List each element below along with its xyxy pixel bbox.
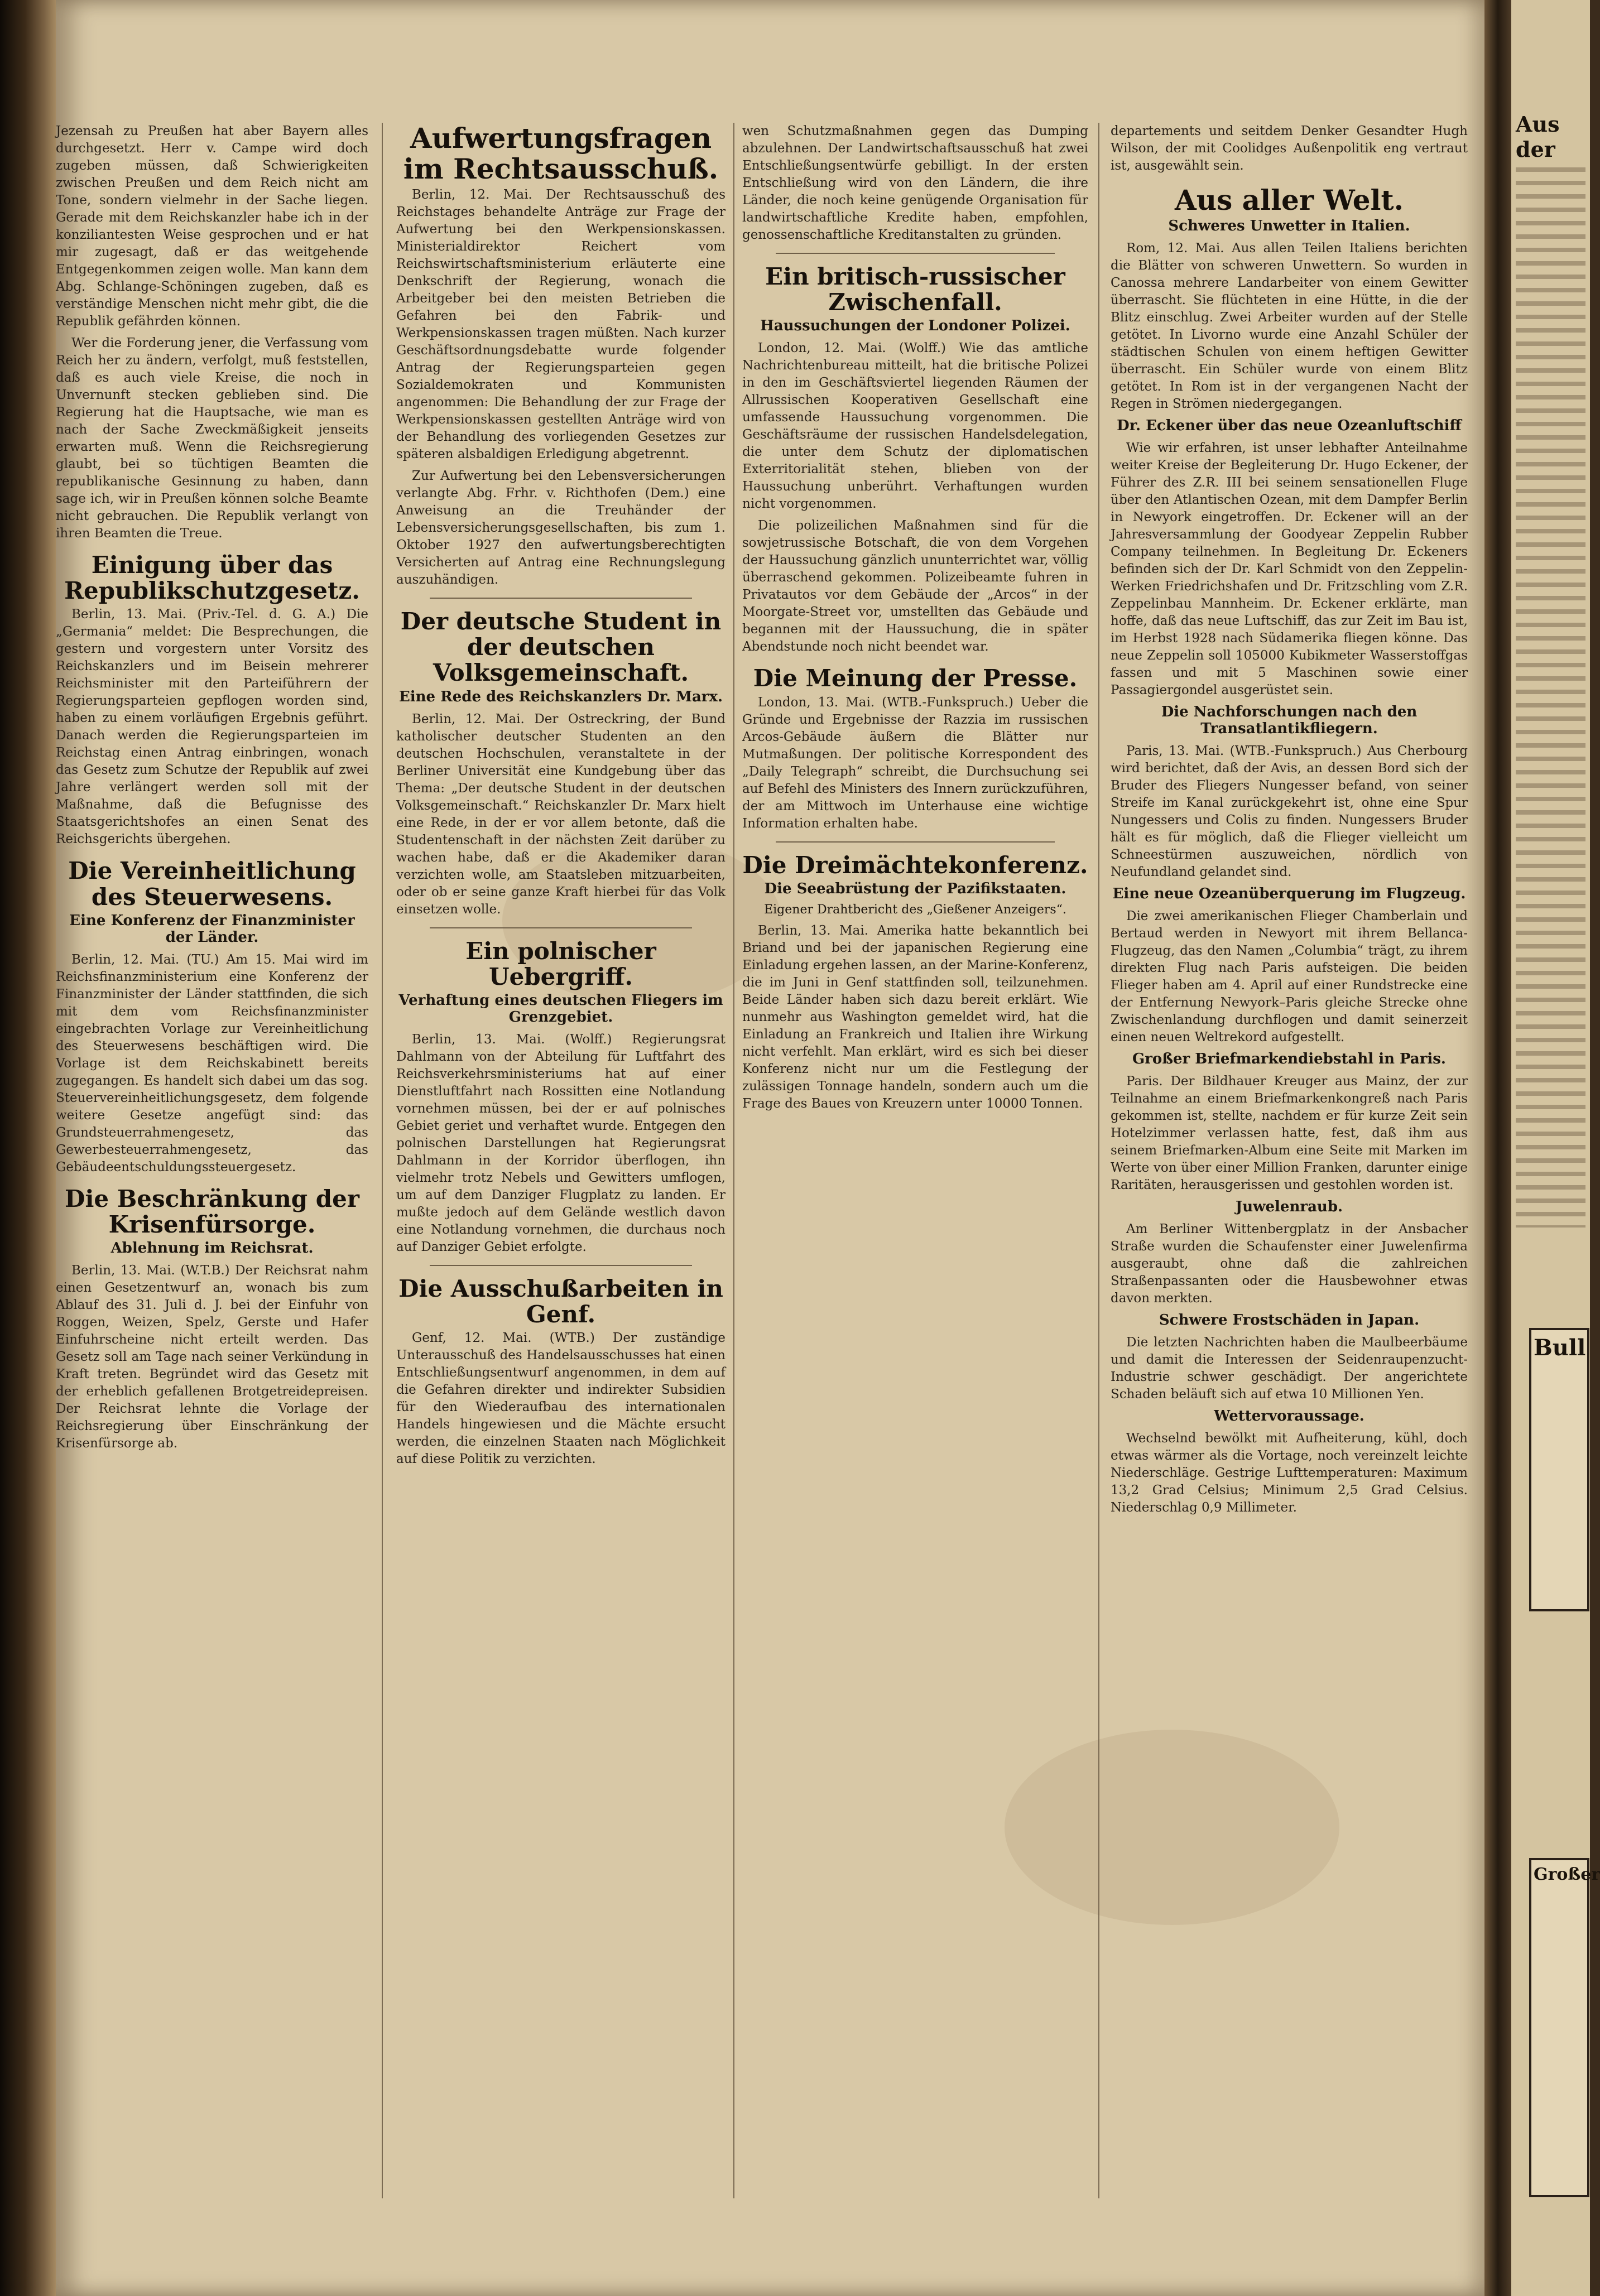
page-gutter — [1484, 0, 1511, 2296]
headline-aufwertung: Aufwertungsfragen im Rechtsausschuß. — [403, 122, 719, 185]
subheadline: Wettervoraussage. — [1214, 1408, 1364, 1424]
column-rule — [382, 123, 383, 2198]
article-text: Rom, 12. Mai. Aus allen Teilen Italiens berichten die Blätter von schweren Unwettern. So wurden in Canossa mehrere Landarbeiter von einem Gewitter überrascht. Sie flüchteten in eine Hütte, in die der Blitz einschlug. Zwei Arbeiter wurden auf der Stelle getötet. In Livorno wurde eine Anzahl Schüler der städtischen Schulen von einem heftigen Gewitter überrascht. Ein Schüler wurde von einem Blitz getötet. In Rom ist in der vergangenen Nacht der Regen in Strömen niedergegangen. — [1111, 241, 1468, 411]
headline-student: Der deutsche Student in der deutschen Volksgemeinschaft. — [400, 608, 722, 687]
byline: Eigener Drahtbericht des „Gießener Anzeigers“. — [764, 902, 1066, 917]
article-text: Berlin, 13. Mai. (Wolff.) Regierungsrat Dahlmann von der Abteilung für Luftfahrt des Reichsverkehrsministeriums hat auf einer Dienstluftfahrt nach Rossitten eine Notlandung vornehmen müssen, bei der er auf polnisches Gebiet geriet und verhaftet wurde. Entgegen den polnischen Darstellungen hat Regierungsrat Dahlmann in der Korridor überflogen, ihn vielmehr trotz Nebels und Gewitters umflogen, um auf dem Danziger Flugplatz zu landen. Er mußte jedoch auf dem Gelände westlich davon eine Notlandung vornehmen, die durchaus noch auf Danziger Gebiet erfolgte. — [396, 1032, 725, 1254]
advertisement-box — [1529, 1858, 1600, 2197]
article-text: Berlin, 13. Mai. (Priv.-Tel. d. G. A.) Die „Germania“ meldet: Die Besprechungen, die gestern und vorgestern unter Vorsitz des Reichskanzlers und im Beisein mehrerer Reichsminister mit den Parteiführern der Regierungsparteien gepflogen worden sind, haben zu einem vorläufigen Ergebnis geführt. Danach werden die Regierungsparteien im Reichstag einen Antrag einbringen, wonach das Gesetz zum Schutze der Republik auf zwei Jahre verlängert werden soll mit der Maßnahme, daß die Befugnisse des Staatsgerichtshofes an einen Senat des Reichsgerichts übergehen. — [56, 607, 368, 847]
subheadline: Ablehnung im Reichsrat. — [110, 1240, 314, 1257]
subheadline: Verhaftung eines deutschen Fliegers im Grenzgebiet. — [398, 991, 723, 1026]
article-text: Paris, 13. Mai. (WTB.-Funkspruch.) Aus Cherbourg wird berichtet, daß der Avis, an dessen Bord sich der Bruder des Fliegers Nungesser befand, von seiner Streife im Kanal zurückgekehrt ist, ohne eine Spur Nungessers und Colis zu finden. Nungessers Bruder hält es für möglich, daß die Flieger vielleicht um Schneestürmen auszuweichen, nördlich von Neufundland gelandet sind. — [1111, 744, 1468, 879]
column-3 — [742, 123, 1088, 2243]
subheadline: Die Nachforschungen nach den Transatlantikfliegern. — [1161, 704, 1418, 737]
headline-beschraenkung: Die Beschränkung der Krisenfürsorge. — [65, 1185, 359, 1238]
article-text: departements und seitdem Denker Gesandter Hugh Wilson, der mit Coolidges Außenpolitik eng vertraut ist, ausgewählt sein. — [1111, 124, 1468, 173]
headline-dreimaechte: Die Dreimächtekonferenz. — [742, 851, 1088, 879]
column-2 — [396, 123, 725, 2243]
article-text: Die polizeilichen Maßnahmen sind für die sowjetrussische Botschaft, die von dem Vorgehen der Haussuchung gänzlich ununterrichtet war, völlig überraschend gekommen. Polizeibeamte fuhren in Privatautos vor dem Gebäude der „Arcos“ in der Moorgate-Street vor, umstellten das Gebäude und begannen mit der Haussuchung, die in später Abendstunde noch nicht beendet war. — [742, 518, 1088, 654]
subheadline: Eine neue Ozeanüberquerung im Flugzeug. — [1112, 885, 1466, 902]
subheadline: Die Seeabrüstung der Pazifikstaaten. — [764, 880, 1066, 897]
article-text: wen Schutzmaßnahmen gegen das Dumping abzulehnen. Der Landwirtschaftsausschuß hat zwei Entschließungsentwürfe gebilligt. In der ersten Entschließung wird von den Ländern, die ihre Länder, die noch keine genügende Organisation für landwirtschaftliche Kredite haben, empfohlen, genossenschaftliche Kreditanstalten zu gründen. — [742, 124, 1088, 242]
subheadline: Eine Rede des Reichskanzlers Dr. Marx. — [398, 688, 723, 705]
article-text: Zur Aufwertung bei den Lebensversicherungen verlangte Abg. Frhr. v. Richthofen (Dem.) eine Anweisung an die Treuhänder der Lebensversicherungsgesellschaften, bis zum 1. Oktober 1927 den aufwertungsberechtigten Versicherten auf Antrag eine Rechnungslegung auszuhändigen. — [396, 469, 725, 587]
article-text: Genf, 12. Mai. (WTB.) Der zuständige Unterausschuß des Handelsausschusses hat einen Entschließungsentwurf angenommen, in dem auf die Gefahren direkter und indirekter Subsidien für den Wiederaufbau des internationalen Handels hingewiesen und die Mächte ersucht werden, die einzelnen Staaten nach Möglichkeit auf diese Politik zu verzichten. — [396, 1331, 725, 1467]
article-text: Wechselnd bewölkt mit Aufheiterung, kühl, doch etwas wärmer als die Vortage, noch vereinzelt leichte Niederschläge. Gestrige Lufttemperaturen: Maximum 13,2 Grad Celsius; Minimum 2,5 Grad Celsius. Niederschlag 0,9 Millimeter. — [1111, 1431, 1468, 1515]
article-text: Am Berliner Wittenbergplatz in der Ansbacher Straße wurden die Schaufenster einer Juwelenfirma ausgeraubt, ohne daß die zahlreichen Straßenpassanten oder die Hausbewohner etwas davon merkten. — [1111, 1222, 1468, 1306]
headline-uebergriff: Ein polnischer Uebergriff. — [465, 937, 656, 990]
advertisement-title: Bull — [1534, 1335, 1586, 1361]
article-text: Jezensah zu Preußen hat aber Bayern alles durchgesetzt. Herr v. Campe wird doch zugeben müssen, daß Schwierigkeiten zwischen Preußen und dem Reich nicht am Tone, sondern vielmehr in der Sache liegen. Gerade mit dem Reichskanzler habe ich in der konziliantesten Weise gesprochen und er hat mir zugesagt, daß er das weitgehende Entgegenkommen zeigen wolle. Man kann dem Abg. Schlange-Schöningen zugeben, daß es verständige Menschen nicht mehr gibt, die die Republik gefährden können. — [56, 124, 368, 329]
advertisement-title: Großer — [1534, 1865, 1600, 1884]
subheadline: Haussuchungen der Londoner Polizei. — [760, 317, 1070, 335]
article-text: London, 13. Mai. (WTB.-Funkspruch.) Ueber die Gründe und Ergebnisse der Razzia im russischen Arcos-Gebäude äußern die Blätter nur Mutmaßungen. Der politische Korrespondent des „Daily Telegraph“ schreibt, die Durchsuchung sei auf Befehl des Ministers des Innern zurückzuführen, der am Mittwoch im Unterhause eine wichtige Information erhalten habe. — [742, 695, 1088, 831]
article-text: Wie wir erfahren, ist unser lebhafter Anteilnahme weiter Kreise der Begleiterung Dr. Hugo Eckener, der Führer des Z.R. III bei seinem sensationellen Fluge über den Atlantischen Ozean, mit dem Dampfer Berlin in Newyork eingetroffen. Dr. Eckener will an der Jahresversammlung der Goodyear Zeppelin Rubber Company teilnehmen. In Begleitung Dr. Eckeners befinden sich der Dr. Karl Schmidt von den Zeppelin-Werken Friedrichshafen und Dr. Fritzschling vom Z.R. Zeppelinbau Mannheim. Dr. Eckener erklärte, man hoffe, daß das neue Luftschiff, das zur Zeit im Bau ist, im Herbst 1928 nach Südamerika fliegen könne. Das neue Zeppelin soll 105000 Kubikmeter Wasserstoffgas fassen und mit 5 Maschinen sowie einer Passagiergondel ausgerüstet sein. — [1111, 441, 1468, 697]
column-rule — [733, 123, 734, 2198]
subheadline: Großer Briefmarkendiebstahl in Paris. — [1132, 1051, 1446, 1067]
headline-presse: Die Meinung der Presse. — [753, 665, 1078, 692]
article-text: Paris. Der Bildhauer Kreuger aus Mainz, der zur Teilnahme an einem Briefmarkenkongreß nach Paris gekommen ist, stellte, nachdem er für kurze Zeit sein Hotelzimmer verlassen hatte, fest, daß ihm aus seinem Briefmarken-Album eine Seite mit Marken im Werte von über einer Million Franken, darunter einige Raritäten, herausgerissen und gestohlen worden ist. — [1111, 1074, 1468, 1192]
section-divider — [776, 841, 1055, 843]
section-divider — [430, 1265, 692, 1266]
article-text: Berlin, 12. Mai. (TU.) Am 15. Mai wird im Reichsfinanzministerium eine Konferenz der Finanzminister der Länder stattfinden, die sich mit dem vom Reichsfinanzminister eingebrachten Vorlage zur Vereinheitlichung des Steuerwesens beschäftigen wird. Die Vorlage ist dem Reichskabinett bereits zugegangen. Es handelt sich dabei um das sog. Steuervereinheitlichungsgesetz, dem folgende weitere Gesetze angefügt sind: das Grundsteuerrahmengesetz, das Gewerbesteuerrahmengesetz, das Gebäudeentschuldungssteuergesetz. — [56, 952, 368, 1175]
adjacent-page-heading: Aus der — [1516, 112, 1560, 162]
subheadline: Schwere Frostschäden in Japan. — [1159, 1312, 1420, 1328]
headline-zwischenfall: Ein britisch-russischer Zwischenfall. — [765, 263, 1065, 316]
advertisement-box — [1529, 1328, 1589, 1611]
article-text: Berlin, 12. Mai. Der Ostreckring, der Bund katholischer deutscher Studenten an den deutschen Hochschulen, veranstaltete in der Berliner Universität eine Kundgebung über das Thema: „Der deutsche Student in der deutschen Volksgemeinschaft.“ Reichskanzler Dr. Marx hielt eine Rede, in der er vor allem betonte, daß die Studentenschaft in der nächsten Zeit darüber zu wachen habe, daß er die Akademiker daran verzichten wolle, am Staatsleben mitzuarbeiten, oder ob er seine ganze Kraft hierbei für das Volk einsetzen wolle. — [396, 711, 725, 917]
headline-aus-aller-welt: Aus aller Welt. — [1174, 184, 1404, 216]
section-divider — [430, 927, 692, 928]
section-divider — [776, 253, 1055, 254]
adjacent-page-text — [1516, 167, 1585, 1228]
column-rule — [1098, 123, 1099, 2198]
section-divider — [430, 598, 692, 599]
headline-vereinheitlichung: Die Vereinheitlichung des Steuerwesens. — [68, 857, 356, 911]
subheadline: Eine Konferenz der Finanzminister der Länder. — [69, 912, 355, 946]
article-text: Die zwei amerikanischen Flieger Chamberlain und Bertaud werden in Newyort mit ihrem Bellanca-Flugzeug, das den Namen „Columbia“ trägt, zu ihrem direkten Flug nach Paris aufsteigen. Die beiden Flieger haben am 4. April auf einer Rundstrecke eine der Entfernung Newyork–Paris gleiche Strecke ohne Zwischenlandung durchflogen und damit seinerzeit einen neuen Weltrekord aufgestellt. — [1111, 909, 1468, 1044]
subheadline: Schweres Unwetter in Italien. — [1168, 218, 1410, 234]
article-text: Berlin, 13. Mai. (W.T.B.) Der Reichsrat nahm einen Gesetzentwurf an, wonach bis zum Ablauf des 31. Juli d. J. bei der Einfuhr von Roggen, Weizen, Spelz, Gerste und Hafer Einfuhrscheine nicht erteilt werden. Das Gesetz soll am Tage nach seiner Verkündung in Kraft treten. Begründet wird das Gesetz mit der erheblich gefallenen Brotgetreidepreisen. Der Reichsrat lehnte die Vorlage der Reichsregierung über Einschränkung der Krisenfürsorge ab. — [56, 1263, 368, 1451]
headline-einigung: Einigung über das Republikschutzgesetz. — [64, 551, 360, 605]
article-text: London, 12. Mai. (Wolff.) Wie das amtliche Nachrichtenbureau mitteilt, hat die britische Polizei in den im Geschäftsviertel liegenden Räumen der Allrussischen Kooperativen Gesellschaft eine umfassende Haussuchung vorgenommen. Die Geschäftsräume der russischen Handelsdelegation, die unter dem Schutz der diplomatischen Exterritorialität stehen, blieben von der Haussuchung unberührt. Verhaftungen wurden nicht vorgenommen. — [742, 341, 1088, 512]
book-binding — [0, 0, 56, 2296]
article-text: Wer die Forderung jener, die Verfassung vom Reich her zu ändern, verfolgt, muß feststellen, daß es auch viele Kreise, die noch in Unvernunft stecken geblieben sind. Die Regierung hat die Hauptsache, wie man es nach der Sache Zweckmäßigkeit jenseits erwarten muß. Wenn die Reichsregierung glaubt, bei so tüchtigen Beamten die republikanische Gesinnung zu haben, dann sage ich, wir in Preußen können solche Beamte nicht gebrauchen. Die Republik verlangt von ihren Beamten die Treue. — [56, 336, 368, 541]
column-4 — [1111, 123, 1468, 2243]
article-text: Berlin, 13. Mai. Amerika hatte bekanntlich bei Briand und bei der japanischen Regierung eine Einladung ergehen lassen, an der Marine-Konferenz, die im Juni in Genf stattfinden soll, teilzunehmen. Beide Länder haben sich dazu bereit erklärt. Wie nunmehr aus Washington gemeldet wird, hat die Einladung an Frankreich und Italien ihre Wirkung nicht verfehlt. Man erklärt, wird es sich bei dieser Konferenz nicht nur um die Festlegung der zulässigen Tonnage handeln, sondern auch um die Frage des Baues von Kreuzern unter 10000 Tonnen. — [742, 923, 1088, 1111]
article-text: Berlin, 12. Mai. Der Rechtsausschuß des Reichstages behandelte Anträge zur Frage der Aufwertung bei den Werkpensionskassen. Ministerialdirektor Reichert vom Reichswirtschaftsministerium erläuterte eine Denkschrift der Regierung, wonach die Arbeitgeber bei den meisten Betrieben die Gefahren bei den Fabrik- und Werkpensionskassen tragen müßten. Nach kurzer Geschäftsordnungsdebatte wurde folgender Antrag der Regierungsparteien gegen Sozialdemokraten und Kommunisten angenommen: Die Behandlung der zur Frage der Werkpensionskassen gestellten Anträge wird von der Behandlung des vorliegenden Gesetzes zur späteren alsbaldigen Erledigung abgetrennt. — [396, 187, 725, 461]
column-1 — [56, 123, 368, 2243]
headline-genf: Die Ausschußarbeiten in Genf. — [398, 1274, 723, 1328]
article-text: Die letzten Nachrichten haben die Maulbeerbäume und damit die Interessen der Seidenraupenzucht-Industrie schwer geschädigt. Der angerichtete Schaden beläuft sich auf etwa 10 Millionen Yen. — [1111, 1335, 1468, 1402]
subheadline: Juwelenraub. — [1235, 1198, 1343, 1215]
subheadline: Dr. Eckener über das neue Ozeanluftschiff — [1117, 417, 1462, 434]
